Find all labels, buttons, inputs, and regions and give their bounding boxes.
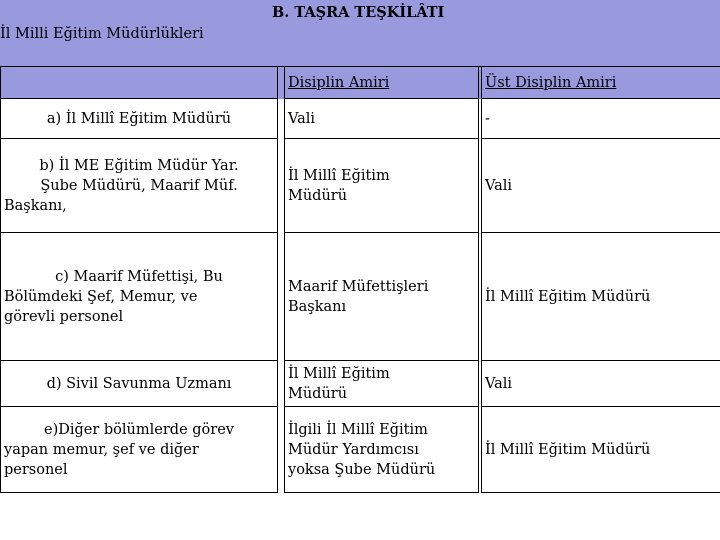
- table-header-row: [1, 67, 720, 99]
- table-row: [1, 407, 720, 493]
- table-row: [1, 139, 720, 233]
- cell-amir: Maarif Müfettişleri Başkanı: [285, 233, 479, 361]
- header-cell-staff: [1, 67, 278, 99]
- cell-ust-amir: -: [482, 99, 720, 139]
- cell-ust-amir: Vali: [482, 361, 720, 407]
- cell-amir: İl Millî Eğitim Müdürü: [285, 361, 479, 407]
- page-subtitle: İl Milli Eğitim Müdürlükleri: [0, 26, 204, 42]
- table-row: [1, 99, 720, 139]
- header-cell-disiplin-amiri: Disiplin Amiri: [285, 67, 479, 99]
- cell-ust-amir: Vali: [482, 139, 720, 233]
- cell-ust-amir: İl Millî Eğitim Müdürü: [482, 233, 720, 361]
- table-row: [1, 361, 720, 407]
- page-title: B. TAŞRA TEŞKİLÂTI: [272, 4, 445, 21]
- cell-staff: b) İl ME Eğitim Müdür Yar. Şube Müdürü, Maarif Müf. Başkanı,: [1, 139, 278, 233]
- cell-staff: c) Maarif Müfettişi, Bu Bölümdeki Şef, Memur, ve görevli personel: [1, 233, 278, 361]
- cell-staff: e)Diğer bölümlerde görev yapan memur, şef ve diğer personel: [1, 407, 278, 493]
- cell-ust-amir: İl Millî Eğitim Müdürü: [482, 407, 720, 493]
- cell-amir: İl Millî Eğitim Müdürü: [285, 139, 479, 233]
- discipline-table: [0, 66, 720, 493]
- cell-staff: a) İl Millî Eğitim Müdürü: [1, 99, 278, 139]
- table-row: [1, 233, 720, 361]
- cell-staff: d) Sivil Savunma Uzmanı: [1, 361, 278, 407]
- cell-amir: İlgili İl Millî Eğitim Müdür Yardımcısı yoksa Şube Müdürü: [285, 407, 479, 493]
- header-cell-ust-disiplin-amiri: Üst Disiplin Amiri: [482, 67, 720, 99]
- cell-amir: Vali: [285, 99, 479, 139]
